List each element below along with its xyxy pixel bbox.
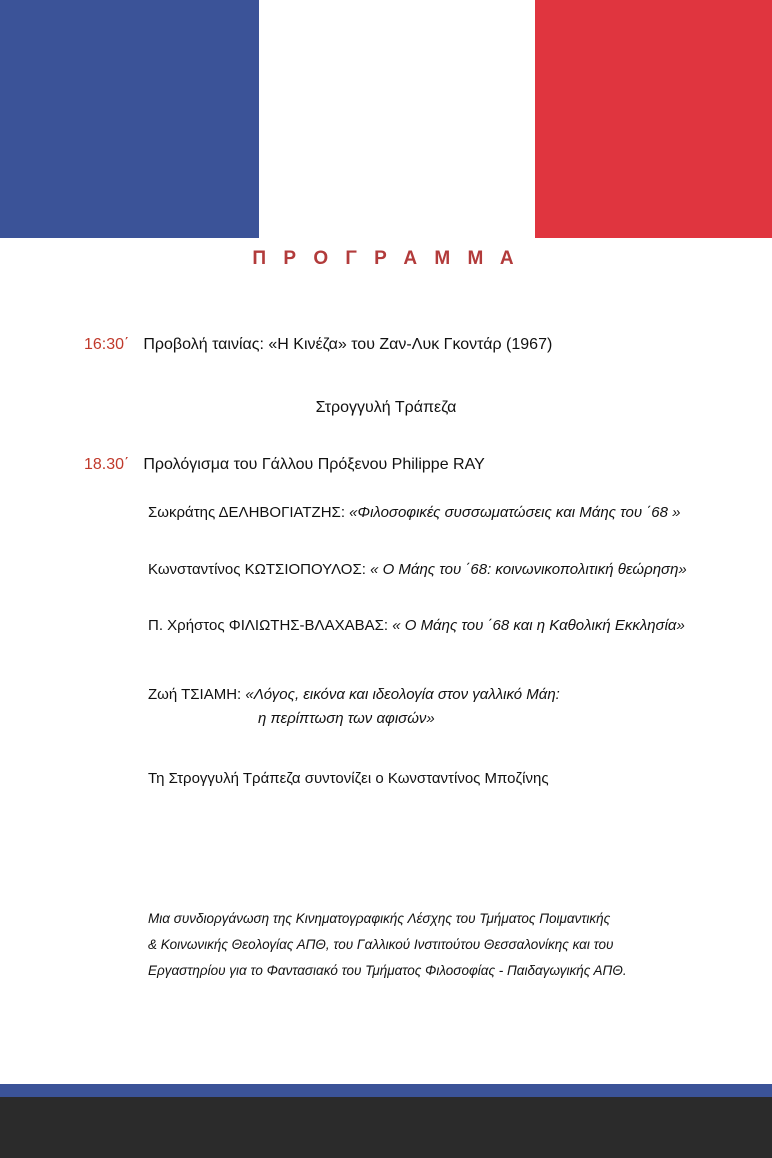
speaker-name: Π. Χρήστος ΦΙΛΙΩΤΗΣ-ΒΛΑΧΑΒΑΣ: [148,617,393,634]
speaker-talk-title: «Φιλοσοφικές συσσωματώσεις και Μάης του ΄68 » [349,504,681,521]
schedule-time-prologue: 18.30΄ [84,456,130,473]
speaker-name: Ζωή ΤΣΙΑΜΗ: [148,686,246,703]
organisers-line: Εργαστηρίου για το Φαντασιακό του Τμήματος Φιλοσοφίας - Παιδαγωγικής ΑΠΘ. [148,963,627,978]
speaker-talk-title: «Λόγος, εικόνα και ιδεολογία στον γαλλικό Μάη: [245,686,560,703]
speaker-name: Κωνσταντίνος ΚΩΤΣΙΟΠΟΥΛΟΣ: [148,561,371,578]
organisers-note [148,906,708,984]
speaker-talk-title: « Ο Μάης του ΄68: κοινωνικοπολιτική θεώρηση» [370,561,687,578]
schedule-time-screening: 16:30΄ [84,336,130,353]
roundtable-heading: Στρογγυλή Τράπεζα [315,399,457,416]
footer-dark-bar [0,1097,772,1158]
flag-stripe-white [259,0,535,238]
footer-blue-bar [0,1084,772,1097]
schedule-text-screening: Προβολή ταινίας: «Η Κινέζα» του Ζαν-Λυκ Γκοντάρ (1967) [143,336,553,353]
speaker-talk-title: « Ο Μάης του ΄68 και η Καθολική Εκκλησία» [392,617,685,634]
schedule-item-prologue [84,456,485,474]
organisers-line: Μια συνδιοργάνωση της Κινηματογραφικής Λέσχης του Τμήματος Ποιμαντικής [148,911,611,926]
flag-stripe-red [535,0,772,238]
moderator-note: Τη Στρογγυλή Τράπεζα συντονίζει ο Κωνσταντίνος Μποζίνης [148,770,549,787]
speaker-name: Σωκράτης ΔΕΛΗΒΟΓΙΑΤΖΗΣ: [148,504,350,521]
speaker-entry [148,686,560,703]
organisers-line: & Κοινωνικής Θεολογίας ΑΠΘ, του Γαλλικού Ινστιτούτου Θεσσαλονίκης και του [148,937,614,952]
speaker-talk-title-line2: η περίπτωση των αφισών» [258,710,435,727]
page-title: Π Ρ Ο Γ Ρ Α Μ Μ Α [252,248,520,269]
speaker-entry [148,504,680,521]
schedule-text-prologue: Προλόγισμα του Γάλλου Πρόξενου Philippe RAY [143,456,485,473]
speaker-entry [148,561,687,578]
french-flag-banner [0,0,772,238]
flag-stripe-blue [0,0,259,238]
schedule-item-screening [84,336,552,354]
speaker-entry [148,617,685,634]
